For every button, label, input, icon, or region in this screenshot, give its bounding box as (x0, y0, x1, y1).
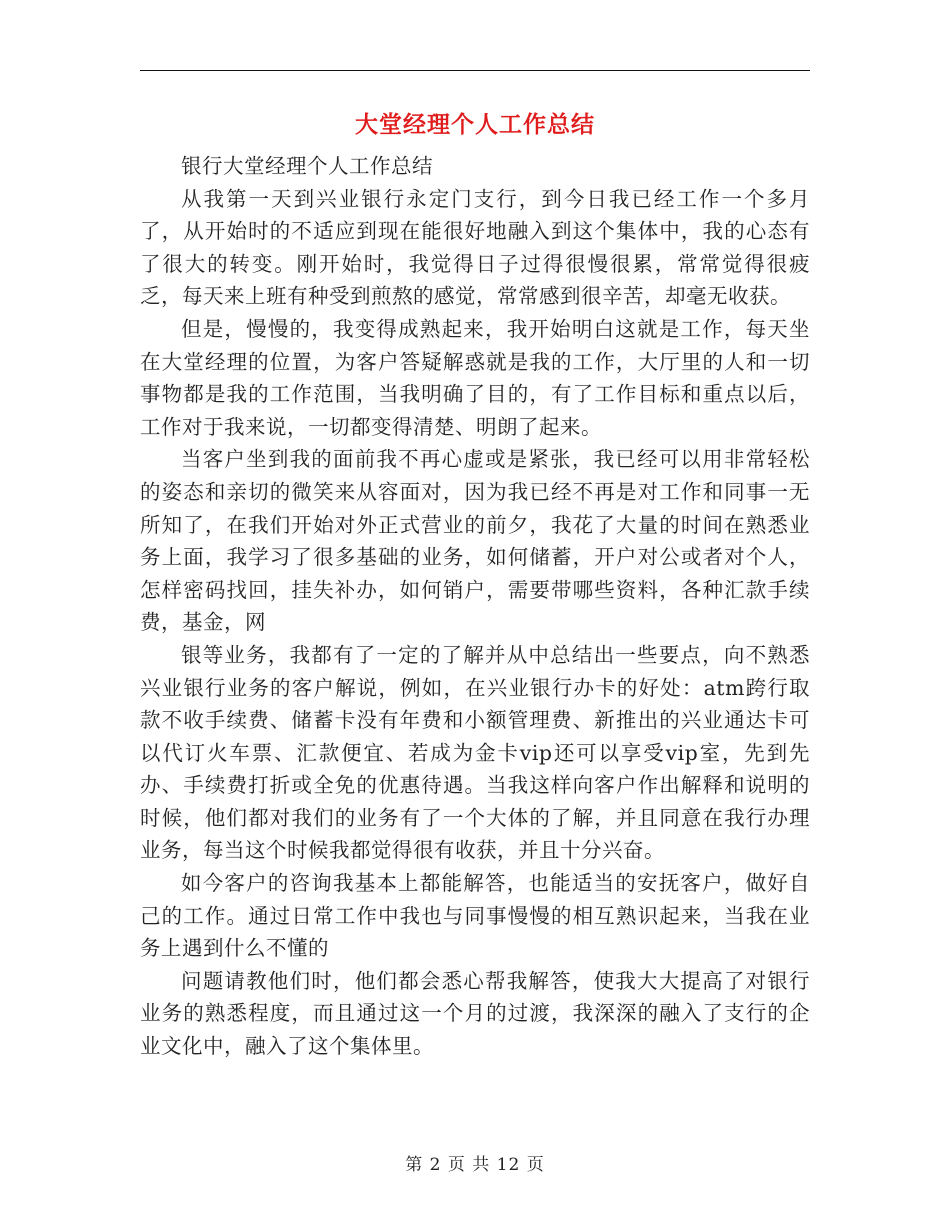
paragraph-subtitle: 银行大堂经理个人工作总结 (181, 154, 433, 178)
page-number: 第 2 页 共 12 页 (405, 1155, 545, 1175)
paragraph: 如今客户的咨询我基本上都能解答，也能适当的安抚客户，做好自己的工作。通过日常工作中我也与同事慢慢的相互熟识起来，当我在业务上遇到什么不懂的 (140, 871, 810, 961)
header-rule (140, 70, 810, 71)
document-body (140, 150, 810, 1063)
paragraph: 银等业务，我都有了一定的了解并从中总结出一些要点，向不熟悉兴业银行业务的客户解说，例如，在兴业银行办卡的好处：atm跨行取款不收手续费、储蓄卡没有年费和小额管理费、新推出的兴业通达卡可以代订火车票、汇款便宜、若成为金卡vip还可以享受vip室，先到先办、手续费打折或全免的优惠待遇。当我这样向客户作出解释和说明的时候，他们都对我们的业务有了一个大体的了解，并且同意在我行办理业务，每当这个时候我都觉得很有收获，并且十分兴奋。 (140, 642, 810, 863)
paragraph: 从我第一天到兴业银行永定门支行，到今日我已经工作一个多月了，从开始时的不适应到现在能很好地融入到这个集体中，我的心态有了很大的转变。刚开始时，我觉得日子过得很慢很累，常常觉得很疲乏，每天来上班有种受到煎熬的感觉，常常感到很辛苦，却毫无收获。 (140, 186, 810, 309)
paragraph: 但是，慢慢的，我变得成熟起来，我开始明白这就是工作，每天坐在大堂经理的位置，为客户答疑解惑就是我的工作，大厅里的人和一切事物都是我的工作范围，当我明确了目的，有了工作目标和重点以后，工作对于我来说，一切都变得清楚、明朗了起来。 (140, 316, 810, 439)
paragraph: 当客户坐到我的面前我不再心虚或是紧张，我已经可以用非常轻松的姿态和亲切的微笑来从容面对，因为我已经不再是对工作和同事一无所知了，在我们开始对外正式营业的前夕，我花了大量的时间在熟悉业务上面，我学习了很多基础的业务，如何储蓄，开户对公或者对个人，怎样密码找回，挂失补办，如何销户，需要带哪些资料，各种汇款手续费，基金，网 (140, 447, 810, 635)
paragraph: 问题请教他们时，他们都会悉心帮我解答，使我大大提高了对银行业务的熟悉程度，而且通过这一个月的过渡，我深深的融入了支行的企业文化中，融入了这个集体里。 (140, 968, 810, 1059)
document-title: 大堂经理个人工作总结 (355, 111, 595, 138)
